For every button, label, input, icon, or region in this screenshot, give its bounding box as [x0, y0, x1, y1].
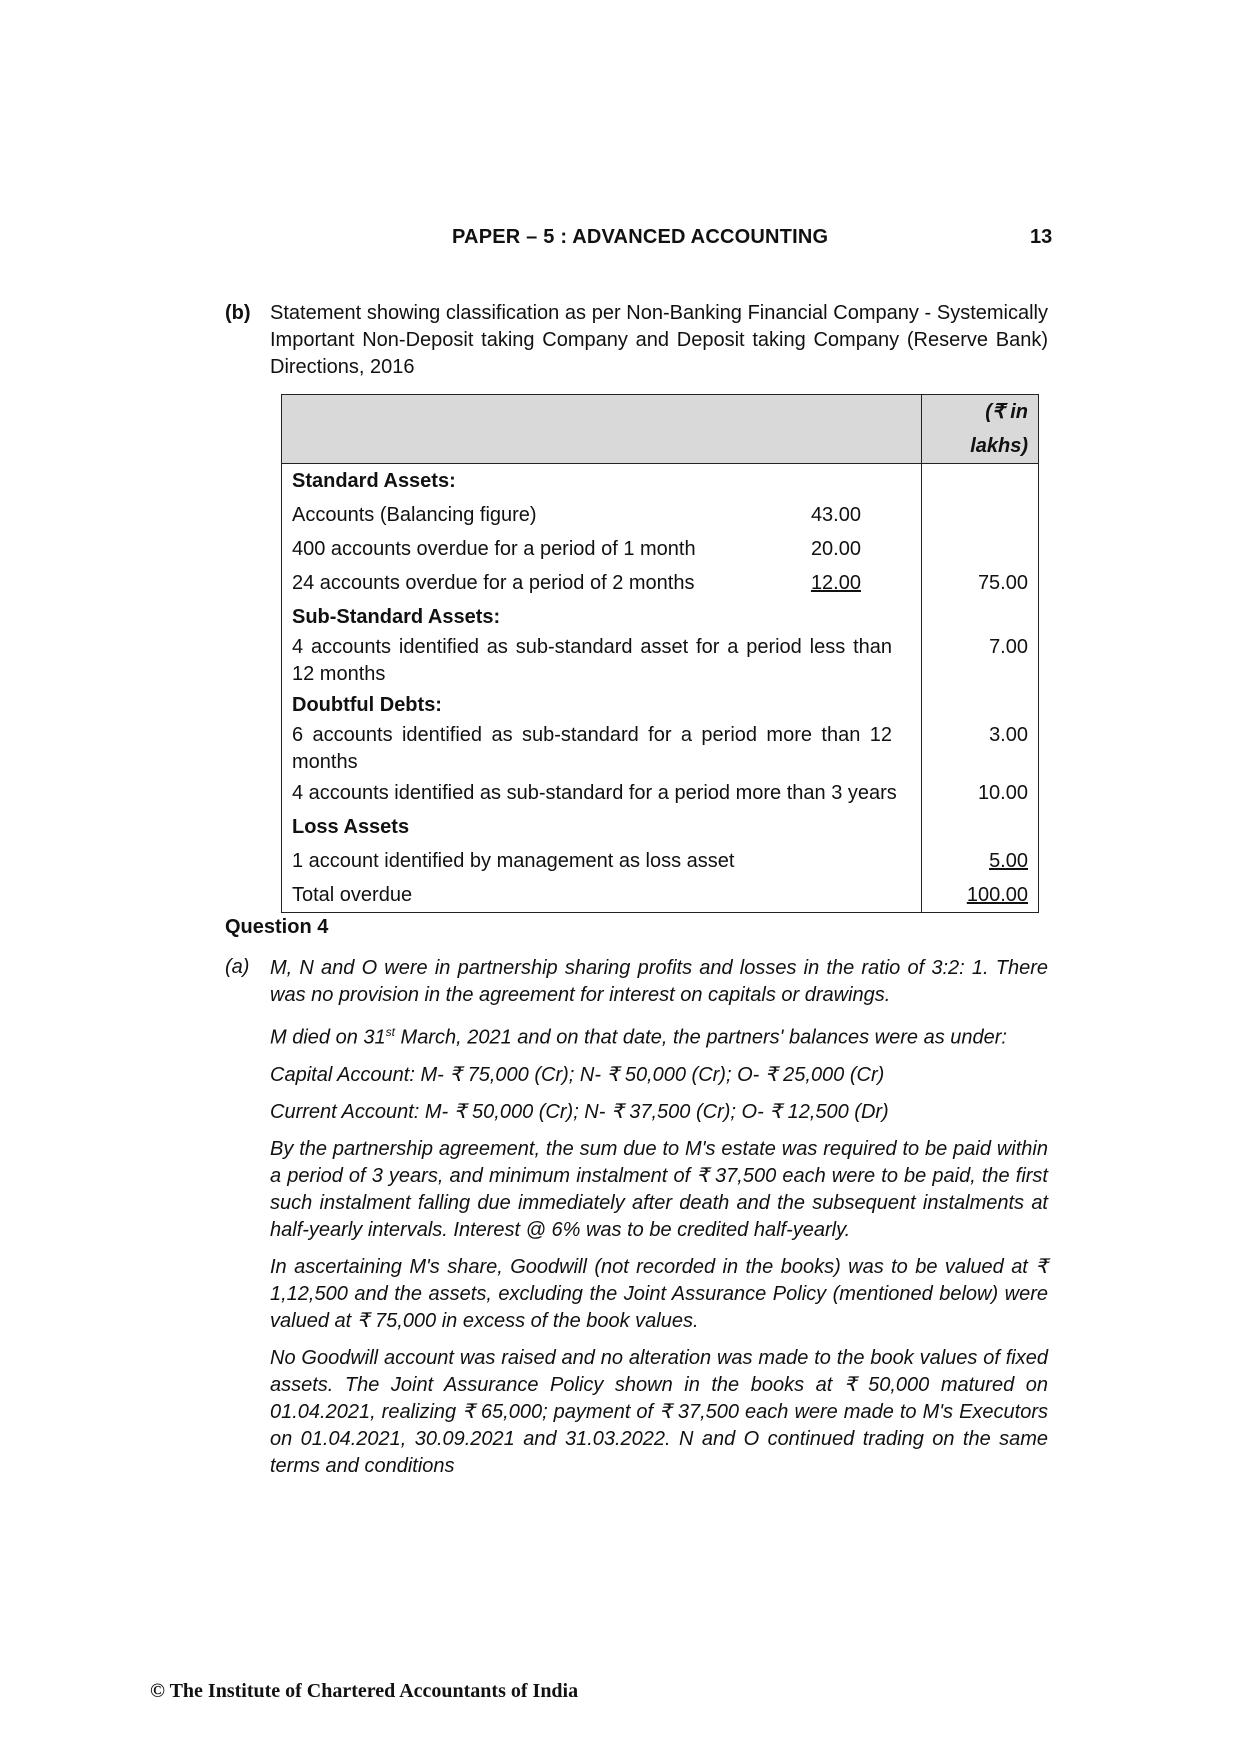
page-header-title: PAPER – 5 : ADVANCED ACCOUNTING	[452, 226, 829, 248]
paragraph: M, N and O were in partnership sharing profits and losses in the ratio of 3:2: 1. There was no provision in the agreement for interest on capitals or drawings.	[270, 957, 1048, 1006]
row-label: 400 accounts overdue for a period of 1 month	[292, 538, 696, 560]
standard-assets-heading: Standard Assets:	[282, 464, 922, 499]
paragraph: M died on 31st March, 2021 and on that date, the partners' balances were as under:	[270, 1025, 1007, 1049]
paragraph: Capital Account: M- ₹ 75,000 (Cr); N- ₹ 50,000 (Cr); O- ₹ 25,000 (Cr)	[270, 1063, 885, 1086]
paragraph: Current Account: M- ₹ 50,000 (Cr); N- ₹ 37,500 (Cr); O- ₹ 12,500 (Dr)	[270, 1100, 889, 1123]
question-4a-body	[270, 955, 1048, 1490]
table-row	[282, 532, 1039, 566]
table-row	[282, 722, 1039, 776]
table-row	[282, 464, 1039, 499]
row-label: Accounts (Balancing figure)	[292, 504, 537, 526]
row-total: 75.00	[922, 566, 1039, 600]
row-total: 7.00	[922, 634, 1039, 688]
table-header-row	[282, 395, 1039, 464]
row-label: 24 accounts overdue for a period of 2 months	[292, 572, 695, 594]
row-label: 4 accounts identified as sub-standard for a period more than 3 years	[282, 776, 922, 810]
copyright-footer: © The Institute of Chartered Accountants of India	[150, 1680, 579, 1702]
loss-assets-heading: Loss Assets	[282, 810, 922, 844]
part-b-intro: Statement showing classification as per Non-Banking Financial Company - Systemically Important Non-Deposit taking Company and Deposit taking Company (Reserve Bank) Directions, 2016	[270, 302, 1048, 378]
row-label: 6 accounts identified as sub-standard for a period more than 12 months	[292, 724, 892, 773]
part-a-label: (a)	[225, 956, 250, 978]
row-subvalue: 43.00	[810, 504, 861, 526]
table-row	[282, 600, 1039, 634]
table-row	[282, 844, 1039, 878]
grand-total: 100.00	[966, 884, 1028, 906]
question-4-title: Question 4	[225, 916, 329, 938]
table-row	[282, 878, 1039, 913]
table-row	[282, 776, 1039, 810]
classification-table	[281, 394, 1039, 913]
doubtful-debts-heading: Doubtful Debts:	[282, 688, 922, 722]
row-subvalue: 12.00	[810, 572, 861, 594]
table-row	[282, 688, 1039, 722]
page-number: 13	[1030, 226, 1053, 248]
total-label: Total overdue	[282, 878, 922, 913]
header-blank-cell	[282, 395, 922, 464]
unit-header: (₹ in lakhs)	[922, 395, 1039, 464]
row-total: 3.00	[922, 722, 1039, 776]
row-total: 5.00	[989, 850, 1028, 872]
row-total: 10.00	[922, 776, 1039, 810]
table-row	[282, 634, 1039, 688]
row-label: 4 accounts identified as sub-standard asset for a period less than 12 months	[292, 636, 892, 685]
substandard-assets-heading: Sub-Standard Assets:	[282, 600, 922, 634]
table-row	[282, 498, 1039, 532]
row-label: 1 account identified by management as loss asset	[282, 844, 922, 878]
paragraph: In ascertaining M's share, Goodwill (not recorded in the books) was to be valued at ₹ 1,12,500 and the assets, excluding the Joint Assurance Policy (mentioned below) were valued at ₹ 75,000 in excess of the book values.	[270, 1255, 1048, 1332]
table-row	[282, 810, 1039, 844]
part-b-label: (b)	[225, 302, 251, 324]
paragraph: No Goodwill account was raised and no alteration was made to the book values of fixed assets. The Joint Assurance Policy shown in the books at ₹ 50,000 matured on 01.04.2021, realizing ₹ 65,000; payment of ₹ 37,500 each were made to M's Executors on 01.04.2021, 30.09.2021 and 31.03.2022. N and O continued trading on the same terms and conditions	[270, 1346, 1048, 1477]
paragraph: By the partnership agreement, the sum due to M's estate was required to be paid within a period of 3 years, and minimum instalment of ₹ 37,500 each were to be paid, the first such instalment falling due immediately after death and the subsequent instalments at half-yearly intervals. Interest @ 6% was to be credited half-yearly.	[270, 1137, 1048, 1241]
row-subvalue: 20.00	[810, 538, 861, 560]
table-row	[282, 566, 1039, 600]
